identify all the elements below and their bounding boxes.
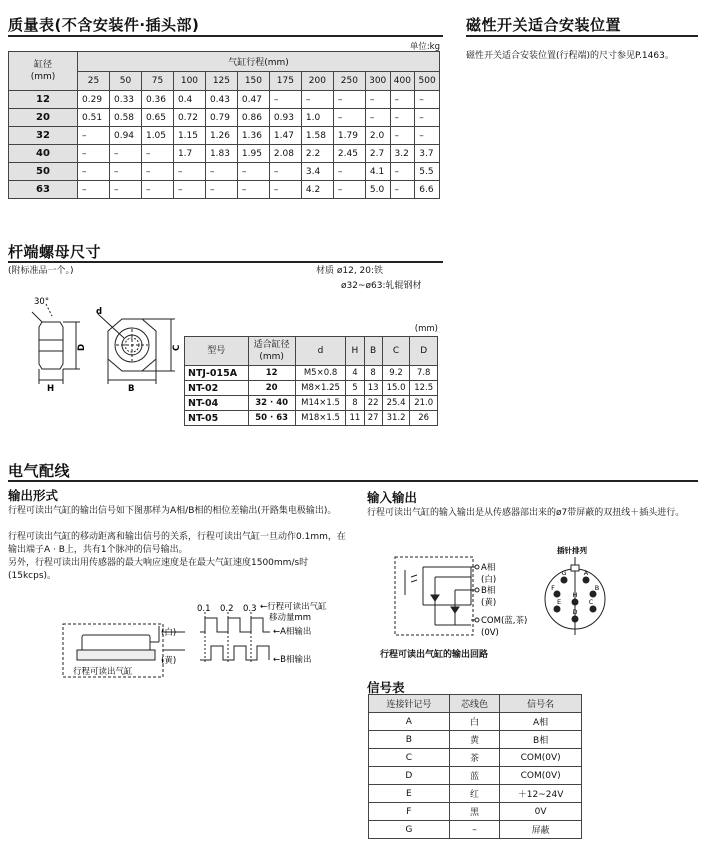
mass-value: 1.58 — [301, 127, 333, 145]
nut-cell: 9.2 — [382, 366, 410, 381]
mass-value: 0.58 — [109, 109, 141, 127]
signal-cell: 黄 — [449, 731, 499, 749]
circuit-caption: 行程可读出气缸的输出回路 — [380, 650, 489, 660]
mass-value: – — [415, 109, 440, 127]
mass-bore: 20 — [9, 109, 78, 127]
mass-value: 1.47 — [269, 127, 301, 145]
mass-value: – — [301, 91, 333, 109]
mass-value: – — [333, 181, 365, 199]
nut-row — [185, 366, 438, 381]
mass-value: 0.36 — [141, 91, 173, 109]
nut-cell: 7.8 — [410, 366, 438, 381]
mass-row — [9, 163, 440, 181]
nut-title: 杆端螺母尺寸 — [8, 243, 102, 261]
mass-value: 4.1 — [365, 163, 390, 181]
mass-value: – — [78, 181, 110, 199]
mass-value: 1.7 — [173, 145, 205, 163]
nut-cell: NT-04 — [185, 396, 249, 411]
mass-value: 1.83 — [205, 145, 237, 163]
mass-table — [8, 51, 440, 199]
signal-header: 芯线色 — [449, 695, 499, 713]
mass-bore: 32 — [9, 127, 78, 145]
signal-row — [369, 767, 582, 785]
waveform-move-label-2: 移动量mm — [269, 613, 312, 623]
signal-row — [369, 821, 582, 839]
waveform-yellow: (黄) — [161, 656, 177, 666]
mass-value: 0.72 — [173, 109, 205, 127]
mass-value: – — [205, 181, 237, 199]
elec-title: 电气配线 — [8, 462, 71, 480]
mass-bore: 63 — [9, 181, 78, 199]
mass-value: – — [333, 109, 365, 127]
mass-value: – — [390, 163, 415, 181]
mass-stroke-header: 25 — [78, 71, 110, 91]
pin-layout-title: 插针排列 — [557, 546, 587, 555]
mass-value: 0.94 — [109, 127, 141, 145]
signal-cell: 0V — [500, 803, 582, 821]
mass-value: 1.36 — [237, 127, 269, 145]
nut-cell: 50 · 63 — [248, 411, 295, 426]
mass-value: 2.08 — [269, 145, 301, 163]
mass-stroke-header: 300 — [365, 71, 390, 91]
mass-unit: 单位:kg — [409, 42, 440, 52]
signal-cell: – — [449, 821, 499, 839]
mass-value: – — [390, 127, 415, 145]
mass-value: – — [173, 181, 205, 199]
waveform-t1: 0.1 — [197, 604, 211, 614]
signal-cell: ＋12~24V — [500, 785, 582, 803]
nut-B-label: B — [128, 384, 135, 392]
signal-cell: D — [369, 767, 450, 785]
signal-cell: G — [369, 821, 450, 839]
mag-text: 磁性开关适合安装位置(行程端)的尺寸参见P.1463。 — [466, 51, 674, 61]
mass-row — [9, 181, 440, 199]
pin-layout-diagram — [535, 543, 615, 638]
nut-header: H — [346, 337, 364, 366]
nut-cell: 4 — [346, 366, 364, 381]
signal-cell: A — [369, 713, 450, 731]
signal-cell: C — [369, 749, 450, 767]
nut-cell: 8 — [346, 396, 364, 411]
nut-header: C — [382, 337, 410, 366]
mass-value: 5.5 — [415, 163, 440, 181]
nut-cell: NT-02 — [185, 381, 249, 396]
signal-cell: COM(0V) — [500, 749, 582, 767]
nut-cell: 8 — [364, 366, 382, 381]
nut-title-rule — [8, 261, 443, 263]
mass-value: – — [390, 109, 415, 127]
nut-cell: 15.0 — [382, 381, 410, 396]
waveform-t3: 0.3 — [243, 604, 257, 614]
nut-cell: M14×1.5 — [295, 396, 345, 411]
mass-value: – — [269, 181, 301, 199]
mass-stroke-header: 50 — [109, 71, 141, 91]
mass-row — [9, 91, 440, 109]
nut-cell: 21.0 — [410, 396, 438, 411]
mass-stroke-header: 150 — [237, 71, 269, 91]
mass-value: 5.0 — [365, 181, 390, 199]
mag-title: 磁性开关适合安装位置 — [466, 16, 622, 34]
signal-cell: A相 — [500, 713, 582, 731]
mass-value: 1.0 — [301, 109, 333, 127]
mass-value: – — [415, 91, 440, 109]
mass-value: – — [109, 145, 141, 163]
nut-cell: 12 — [248, 366, 295, 381]
mass-bore: 50 — [9, 163, 78, 181]
mass-bore: 40 — [9, 145, 78, 163]
io-text: 行程可读出气缸的输入输出是从传感器部出来的ø7带屏蔽的双扭线＋插头进行。 — [367, 508, 685, 518]
mass-value: – — [269, 163, 301, 181]
output-text-3: 另外，行程可读出用传感器的最大响应速度是在最大气缸速度1500mm/s时(15kcps)。 — [8, 558, 309, 581]
nut-table — [184, 336, 438, 426]
mass-col-bore: 缸径 (mm) — [9, 52, 78, 91]
mass-stroke-header: 250 — [333, 71, 365, 91]
mass-value: – — [141, 145, 173, 163]
mass-row — [9, 109, 440, 127]
mass-value: – — [78, 127, 110, 145]
mass-value: 0.65 — [141, 109, 173, 127]
mass-value: 1.95 — [237, 145, 269, 163]
mass-value: 2.2 — [301, 145, 333, 163]
mass-value: 3.2 — [390, 145, 415, 163]
mass-value: – — [390, 91, 415, 109]
nut-cell: M8×1.25 — [295, 381, 345, 396]
nut-cell: 11 — [346, 411, 364, 426]
circuit-com1: COM(蓝,茶) — [481, 616, 528, 626]
pin-d: D — [572, 608, 578, 616]
mass-value: – — [390, 181, 415, 199]
mass-value: 2.7 — [365, 145, 390, 163]
mass-stroke-header: 500 — [415, 71, 440, 91]
signal-row — [369, 749, 582, 767]
nut-H-label: H — [47, 384, 55, 392]
mass-value: – — [173, 163, 205, 181]
mass-value: 1.15 — [173, 127, 205, 145]
mass-value: – — [109, 181, 141, 199]
output-title: 输出形式 — [8, 488, 59, 503]
waveform-move-label-1: ←行程可读出气缸 — [260, 602, 327, 612]
mass-value: – — [365, 91, 390, 109]
pin-e: E — [556, 598, 562, 606]
circuit-com2: (0V) — [481, 628, 499, 638]
signal-cell: B相 — [500, 731, 582, 749]
signal-cell: 红 — [449, 785, 499, 803]
nut-header: d — [295, 337, 345, 366]
signal-cell: 蓝 — [449, 767, 499, 785]
output-waveform-diagram — [55, 602, 355, 682]
waveform-t2: 0.2 — [220, 604, 234, 614]
mass-value: 4.2 — [301, 181, 333, 199]
mass-value: 6.6 — [415, 181, 440, 199]
nut-header: 型号 — [185, 337, 249, 366]
signal-table — [368, 694, 582, 839]
signal-cell: E — [369, 785, 450, 803]
signal-cell: B — [369, 731, 450, 749]
mass-bore: 12 — [9, 91, 78, 109]
nut-note: (附标准品一个。) — [8, 266, 74, 276]
mass-stroke-header: 75 — [141, 71, 173, 91]
circuit-b1: B相 — [481, 586, 496, 596]
nut-D-label: D — [77, 343, 87, 351]
mass-value: 1.26 — [205, 127, 237, 145]
signal-cell: 屏蔽 — [500, 821, 582, 839]
mass-stroke-header: 200 — [301, 71, 333, 91]
mass-value: – — [333, 91, 365, 109]
mass-value: – — [78, 163, 110, 181]
io-title: 输入输出 — [367, 490, 418, 505]
nut-cell: 27 — [364, 411, 382, 426]
signal-cell: COM(0V) — [500, 767, 582, 785]
mass-value: 3.7 — [415, 145, 440, 163]
mass-stroke-header: 125 — [205, 71, 237, 91]
mass-stroke-header: 400 — [390, 71, 415, 91]
mass-value: 0.86 — [237, 109, 269, 127]
mass-value: – — [141, 181, 173, 199]
nut-cell: M18×1.5 — [295, 411, 345, 426]
output-circuit-diagram — [385, 545, 535, 645]
mass-value: – — [109, 163, 141, 181]
nut-row — [185, 396, 438, 411]
nut-header: 适合缸径 (mm) — [248, 337, 295, 366]
mass-value: – — [237, 181, 269, 199]
nut-C-label: C — [172, 344, 182, 351]
mass-value: 0.47 — [237, 91, 269, 109]
output-text-2: 行程可读出气缸的移动距离和输出信号的关系，行程可读出气缸一旦动作0.1mm，在输出端子A · B上，共有1个脉冲的信号输出。 — [8, 532, 346, 555]
mass-value: 0.33 — [109, 91, 141, 109]
signal-row — [369, 713, 582, 731]
nut-row — [185, 381, 438, 396]
mass-value: – — [205, 163, 237, 181]
mass-value: 2.0 — [365, 127, 390, 145]
pin-c: C — [588, 598, 594, 606]
signal-cell: 黑 — [449, 803, 499, 821]
nut-cell: 20 — [248, 381, 295, 396]
mass-row — [9, 127, 440, 145]
nut-cell: NTJ-015A — [185, 366, 249, 381]
nut-row — [185, 411, 438, 426]
nut-unit: (mm) — [414, 324, 438, 334]
signal-cell: 白 — [449, 713, 499, 731]
mag-title-rule — [466, 35, 698, 37]
mass-title: 质量表(不含安装件·插头部) — [8, 16, 200, 34]
signal-row — [369, 803, 582, 821]
signal-title: 信号表 — [367, 680, 405, 695]
circuit-a2: (白) — [481, 575, 497, 585]
nut-material-1: 材质 ø12, 20:铁 — [316, 266, 384, 276]
mass-col-stroke: 气缸行程(mm) — [78, 52, 440, 72]
signal-cell: 茶 — [449, 749, 499, 767]
mass-value: 0.29 — [78, 91, 110, 109]
nut-header: B — [364, 337, 382, 366]
nut-cell: 31.2 — [382, 411, 410, 426]
mass-value: 2.45 — [333, 145, 365, 163]
waveform-cyl-label: 行程可读出气缸 — [73, 667, 133, 677]
mass-title-rule — [8, 35, 443, 37]
waveform-b-out: ←B相输出 — [273, 655, 312, 665]
nut-drawing — [20, 292, 185, 392]
mass-value: – — [269, 91, 301, 109]
mass-row — [9, 145, 440, 163]
mass-stroke-header: 175 — [269, 71, 301, 91]
mass-value: – — [78, 145, 110, 163]
circuit-a1: A相 — [481, 563, 496, 573]
signal-row — [369, 731, 582, 749]
mass-value: 0.93 — [269, 109, 301, 127]
nut-cell: 5 — [346, 381, 364, 396]
nut-cell: 22 — [364, 396, 382, 411]
waveform-a-out: ←A相输出 — [273, 627, 312, 637]
mass-value: 0.4 — [173, 91, 205, 109]
nut-angle-label: 30° — [34, 297, 50, 307]
mass-value: – — [141, 163, 173, 181]
nut-cell: 32 · 40 — [248, 396, 295, 411]
mass-value: 0.51 — [78, 109, 110, 127]
mass-value: 1.05 — [141, 127, 173, 145]
elec-title-rule — [8, 480, 698, 482]
signal-cell: F — [369, 803, 450, 821]
pin-g: G — [561, 569, 567, 577]
mass-value: – — [415, 127, 440, 145]
nut-cell: 25.4 — [382, 396, 410, 411]
waveform-white: (白) — [161, 628, 177, 638]
nut-cell: 12.5 — [410, 381, 438, 396]
nut-cell: M5×0.8 — [295, 366, 345, 381]
pin-a: A — [583, 569, 589, 577]
nut-material-2: ø32~ø63:轧辊钢材 — [341, 281, 422, 291]
output-text-1: 行程可读出气缸的输出信号如下图那样为A相/B相的相位差输出(开路集电极输出)。 — [8, 506, 337, 516]
mass-value: – — [365, 109, 390, 127]
nut-d-label: d — [96, 307, 103, 317]
mass-value: 0.79 — [205, 109, 237, 127]
pin-h: H — [572, 591, 578, 599]
signal-row — [369, 785, 582, 803]
pin-b: B — [594, 584, 600, 592]
signal-header: 连接针记号 — [369, 695, 450, 713]
pin-f: F — [551, 584, 555, 592]
mass-value: – — [333, 163, 365, 181]
mass-value: – — [237, 163, 269, 181]
signal-header: 信号名 — [500, 695, 582, 713]
mass-value: 0.43 — [205, 91, 237, 109]
mass-value: 3.4 — [301, 163, 333, 181]
nut-cell: 26 — [410, 411, 438, 426]
nut-cell: 13 — [364, 381, 382, 396]
circuit-b2: (黄) — [481, 598, 497, 608]
nut-cell: NT-05 — [185, 411, 249, 426]
nut-header: D — [410, 337, 438, 366]
mass-value: 1.79 — [333, 127, 365, 145]
mass-stroke-header: 100 — [173, 71, 205, 91]
